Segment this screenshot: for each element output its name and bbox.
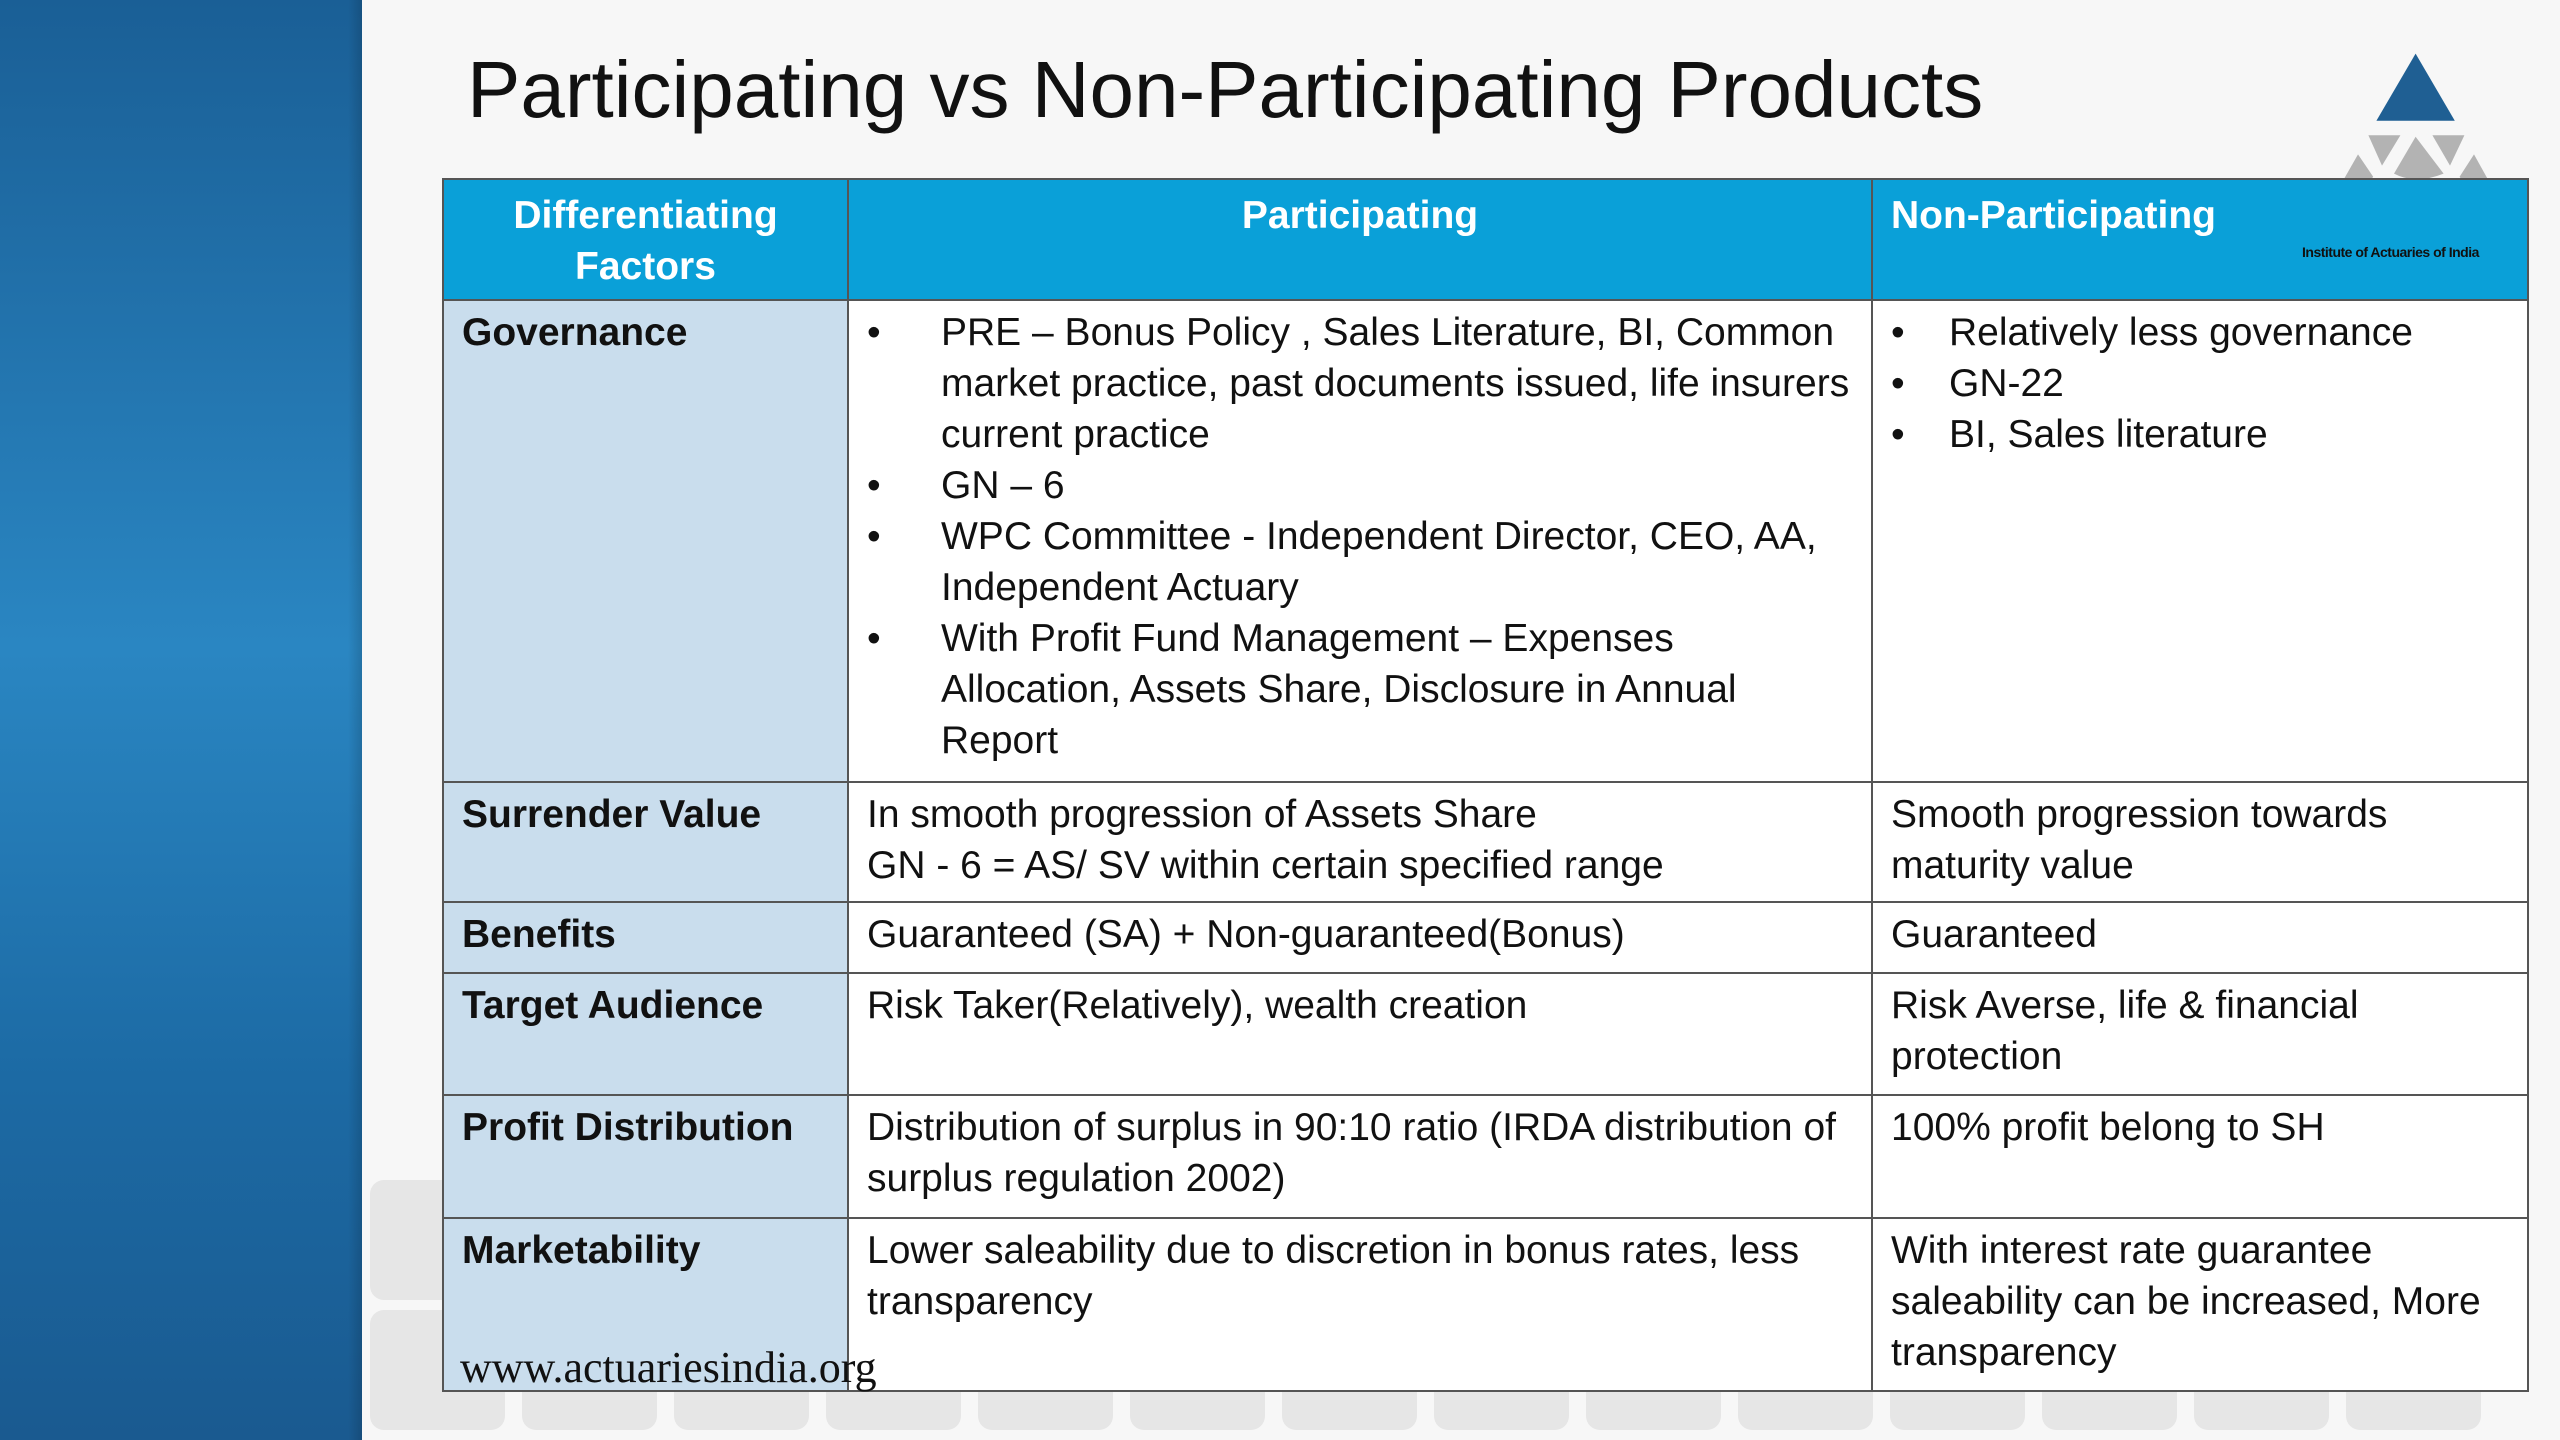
participating-cell bbox=[848, 902, 1872, 973]
footer-url[interactable]: www.actuariesindia.org bbox=[460, 1343, 877, 1392]
header-non-participating: Non-Participating bbox=[1872, 179, 2528, 300]
bullet-item: • WPC Committee - Independent Director, CEO, AA, Independent Actuary bbox=[867, 511, 1853, 613]
table-row bbox=[443, 782, 2528, 902]
bullet-item: • PRE – Bonus Policy , Sales Literature, BI, Common market practice, past documents issued, life insurers current practice bbox=[867, 307, 1853, 460]
factor-cell: Benefits bbox=[443, 902, 848, 973]
cell-text: Risk Taker(Relatively), wealth creation bbox=[867, 984, 1528, 1027]
cell-text: Guaranteed (SA) + Non-guaranteed(Bonus) bbox=[867, 913, 1625, 956]
bullet-item: • BI, Sales literature bbox=[1891, 409, 2509, 460]
cell-text: Lower saleability due to discretion in bonus rates, less transparency bbox=[867, 1229, 1800, 1323]
non-participating-cell bbox=[1872, 300, 2528, 782]
bullet-item: • Relatively less governance bbox=[1891, 307, 2509, 358]
table-row bbox=[443, 973, 2528, 1095]
table-row bbox=[443, 1095, 2528, 1218]
factor-cell: Governance bbox=[443, 300, 848, 782]
cell-text: Guaranteed bbox=[1891, 913, 2097, 956]
factor-cell: Surrender Value bbox=[443, 782, 848, 902]
factor-cell: Profit Distribution bbox=[443, 1095, 848, 1218]
table-row bbox=[443, 300, 2528, 782]
cell-text: With interest rate guarantee saleability can be increased, More transparency bbox=[1891, 1229, 2481, 1374]
header-factors: Differentiating Factors bbox=[443, 179, 848, 300]
non-participating-cell bbox=[1872, 1218, 2528, 1391]
comparison-table bbox=[442, 178, 2529, 1392]
table-row bbox=[443, 902, 2528, 973]
factor-cell: Marketability bbox=[443, 1218, 848, 1391]
non-participating-cell bbox=[1872, 973, 2528, 1095]
cell-text: Smooth progression towards maturity value bbox=[1891, 793, 2388, 887]
bullet-item: • With Profit Fund Management – Expenses Allocation, Assets Share, Disclosure in Annual Report bbox=[867, 613, 1853, 766]
participating-cell bbox=[848, 782, 1872, 902]
cell-text: Risk Averse, life & financial protection bbox=[1891, 984, 2359, 1078]
cell-text: Distribution of surplus in 90:10 ratio (IRDA distribution of surplus regulation 2002) bbox=[867, 1106, 1836, 1200]
cell-text: 100% profit belong to SH bbox=[1891, 1106, 2325, 1149]
left-decorative-panel bbox=[0, 0, 362, 1440]
participating-cell bbox=[848, 1095, 1872, 1218]
participating-cell bbox=[848, 973, 1872, 1095]
participating-cell bbox=[848, 300, 1872, 782]
cell-text: In smooth progression of Assets Share bbox=[867, 793, 1537, 836]
bullet-item: • GN-22 bbox=[1891, 358, 2509, 409]
participating-cell bbox=[848, 1218, 1872, 1391]
non-participating-cell bbox=[1872, 1095, 2528, 1218]
factor-cell: Target Audience bbox=[443, 973, 848, 1095]
slide-title: Participating vs Non-Participating Products bbox=[467, 45, 1984, 134]
logo-caption: Institute of Actuaries of India bbox=[2302, 244, 2479, 260]
header-participating: Participating bbox=[848, 179, 1872, 300]
bullet-item: • GN – 6 bbox=[867, 460, 1853, 511]
cell-text: GN - 6 = AS/ SV within certain specified range bbox=[867, 844, 1664, 887]
non-participating-cell bbox=[1872, 782, 2528, 902]
non-participating-cell bbox=[1872, 902, 2528, 973]
